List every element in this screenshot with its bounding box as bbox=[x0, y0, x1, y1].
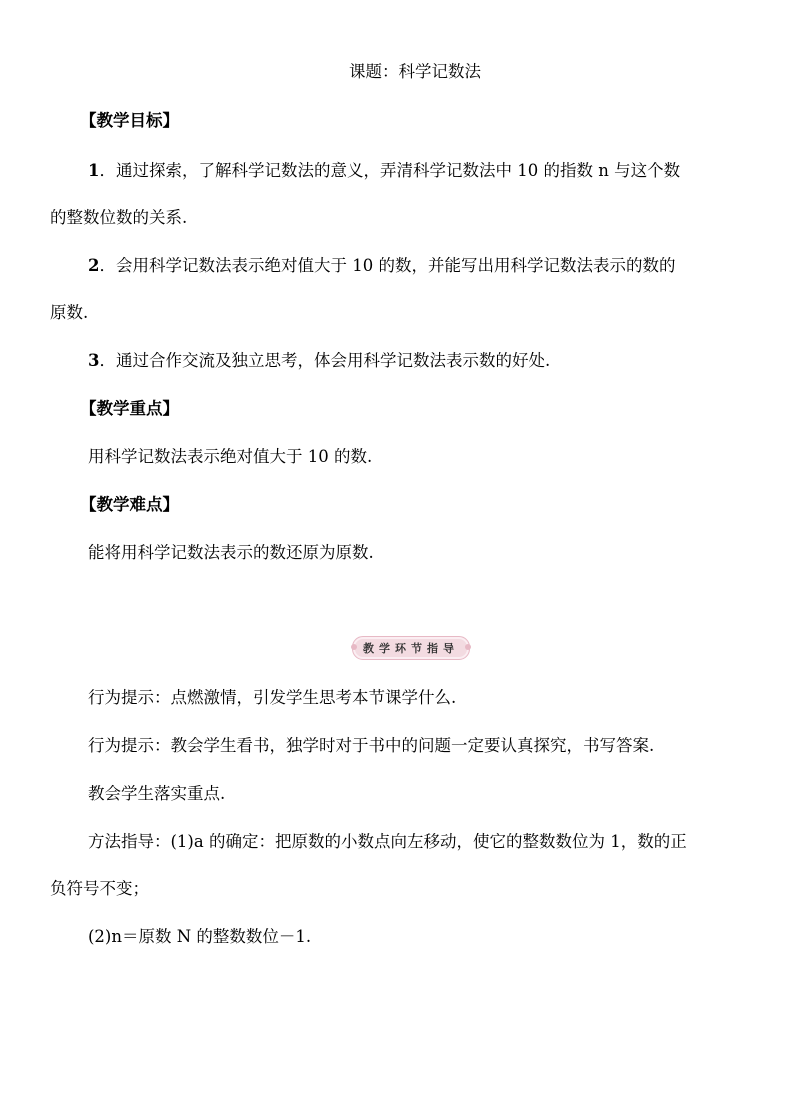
objective-3-number: 3 bbox=[88, 351, 100, 370]
objective-1-line1 bbox=[88, 160, 680, 182]
objectives-heading: 【教学目标】 bbox=[80, 111, 179, 130]
objective-1-number: 1 bbox=[88, 161, 100, 180]
objective-1-text: ．通过探索，了解科学记数法的意义，弄清科学记数法中 10 的指数 n 与这个数 bbox=[99, 161, 681, 180]
guidance-paragraph-2: 行为提示：教会学生看书，独学时对于书中的问题一定要认真探究，书写答案. bbox=[88, 736, 655, 755]
difficulty-text: 能将用科学记数法表示的数还原为原数. bbox=[88, 543, 374, 562]
guidance-paragraph-4-line1: 方法指导：(1)a 的确定：把原数的小数点向左移动，使它的整数数位为 1，数的正 bbox=[88, 832, 687, 851]
guidance-paragraph-1: 行为提示：点燃激情，引发学生思考本节课学什么. bbox=[88, 688, 457, 707]
objective-3-line1 bbox=[88, 350, 550, 372]
objective-2-line2: 原数. bbox=[50, 303, 89, 322]
guidance-paragraph-5: (2)n＝原数 N 的整数数位－1. bbox=[88, 927, 312, 946]
guidance-paragraph-4-line2: 负符号不变； bbox=[50, 879, 149, 898]
objective-2-text: ．会用科学记数法表示绝对值大于 10 的数，并能写出用科学记数法表示的数的 bbox=[99, 256, 676, 275]
objective-2-line1 bbox=[88, 255, 675, 277]
page-title: 课题：科学记数法 bbox=[349, 62, 481, 81]
key-point-text: 用科学记数法表示绝对值大于 10 的数. bbox=[88, 447, 373, 466]
objective-2-number: 2 bbox=[88, 256, 100, 275]
section-badge bbox=[352, 636, 470, 660]
objective-3-text: ．通过合作交流及独立思考，体会用科学记数法表示数的好处. bbox=[99, 351, 551, 370]
guidance-paragraph-3: 教会学生落实重点. bbox=[88, 784, 226, 803]
section-badge-label: 教学环节指导 bbox=[363, 642, 459, 655]
key-point-heading: 【教学重点】 bbox=[80, 399, 179, 418]
objective-1-line2: 的整数位数的关系. bbox=[50, 208, 188, 227]
difficulty-heading: 【教学难点】 bbox=[80, 495, 179, 514]
